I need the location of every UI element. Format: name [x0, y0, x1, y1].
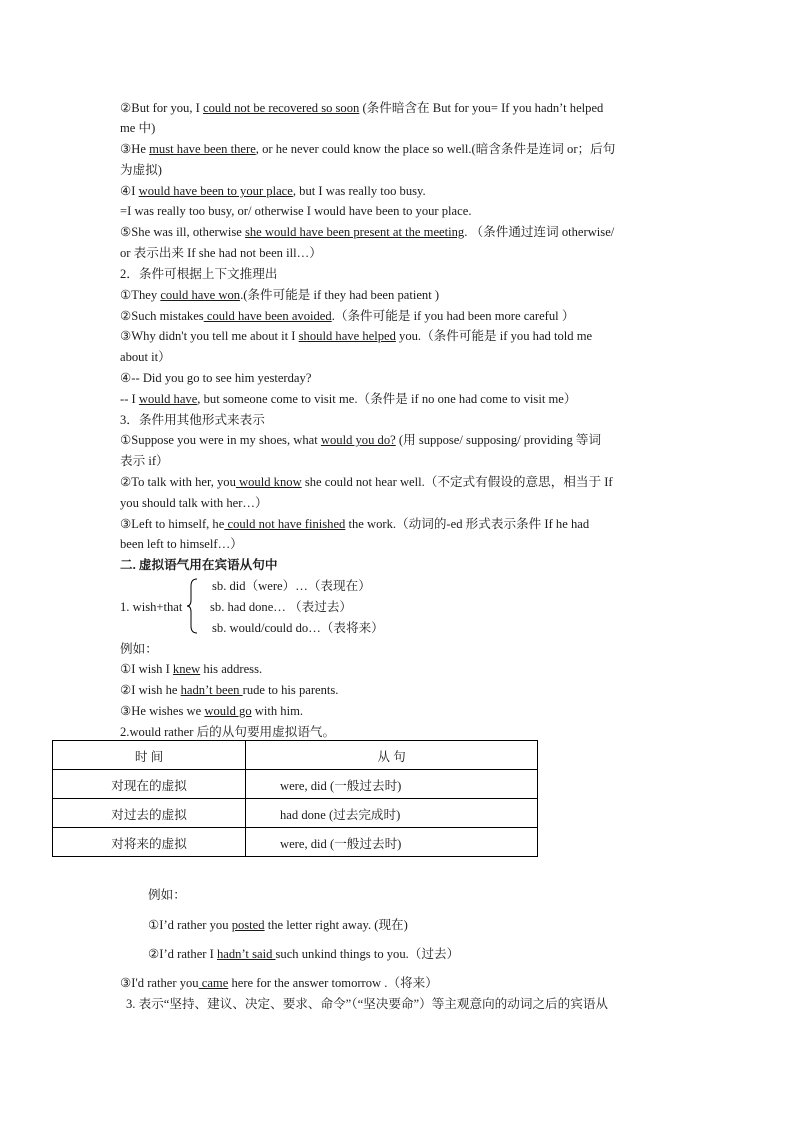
- text-line: [120, 98, 676, 118]
- text-run: 为虚拟): [120, 163, 162, 177]
- text-run: , or he never could know the place so well.(暗含条件是连词 or；后句: [255, 142, 616, 156]
- text-run: -- I: [120, 392, 139, 406]
- table-header-row: [53, 741, 538, 770]
- text-run: rude to his parents.: [242, 683, 339, 697]
- text-run: ②I wish he: [120, 683, 181, 697]
- text-run: 3．条件用其他形式来表示: [120, 413, 265, 427]
- text-run: or 表示出来 If she had not been ill…）: [120, 246, 322, 260]
- text-line: [120, 243, 676, 263]
- text-line: [120, 201, 676, 221]
- text-run: 2．条件可根据上下文推理出: [120, 267, 278, 281]
- underlined-phrase: would go: [204, 704, 252, 718]
- text-run: you should talk with her…）: [120, 496, 268, 510]
- text-run: you.（条件可能是 if you had told me: [395, 329, 593, 343]
- underlined-phrase: must have been there: [149, 142, 256, 156]
- underlined-phrase: would you do?: [320, 433, 396, 447]
- row-time: 对现在的虚拟: [53, 770, 246, 799]
- text-line: [120, 493, 676, 513]
- text-line: [120, 389, 676, 409]
- underlined-phrase: should have helped: [298, 329, 396, 343]
- text-line: [148, 885, 704, 905]
- text-run: , but I was really too busy.: [292, 184, 426, 198]
- text-run: the letter right away. (现在): [264, 918, 408, 932]
- text-run: 例如：: [120, 642, 158, 656]
- row-clause: were, did (一般过去时): [246, 828, 538, 857]
- text-line: [120, 139, 676, 159]
- text-run: 1. wish+that: [120, 600, 183, 614]
- text-line: [120, 368, 676, 388]
- text-line: [120, 973, 676, 993]
- text-run: the work.（动词的-ed 形式表示条件 If he had: [345, 517, 590, 531]
- text-line: [120, 306, 676, 326]
- text-run: here for the answer tomorrow .（将来）: [228, 976, 438, 990]
- underlined-phrase: knew: [172, 662, 201, 676]
- text-run: ④-- Did you go to see him yesterday?: [120, 371, 312, 385]
- text-run: ③Why didn't you tell me about it I: [120, 329, 299, 343]
- underlined-phrase: would have: [138, 392, 198, 406]
- text-run: sb. would/could do…（表将来）: [212, 621, 384, 635]
- text-run: .（条件可能是 if you had been more careful ）: [331, 309, 575, 323]
- text-line: [120, 701, 676, 721]
- text-run: been left to himself…）: [120, 537, 243, 551]
- text-line: [120, 430, 676, 450]
- underlined-phrase: could have won: [160, 288, 241, 302]
- text-run: ③I'd rather you: [120, 976, 199, 990]
- text-line: [120, 722, 676, 742]
- text-run: ①Suppose you were in my shoes, what: [120, 433, 321, 447]
- underlined-phrase: hadn’t said: [216, 947, 276, 961]
- text-line: [148, 944, 704, 964]
- text-line: [148, 915, 704, 935]
- text-run: 2.would rather 后的从句要用虚拟语气。: [120, 725, 336, 739]
- text-line: [120, 181, 676, 201]
- text-run: , but someone come to visit me.（条件是 if no one had come to visit me）: [197, 392, 577, 406]
- text-line: [120, 514, 676, 534]
- text-line: [120, 347, 676, 367]
- text-run: 表示 if）: [120, 454, 169, 468]
- table-row: [53, 828, 538, 857]
- text-line: [212, 618, 768, 638]
- text-line: [120, 472, 676, 492]
- text-line: [120, 639, 676, 659]
- text-line: [120, 222, 676, 242]
- underlined-phrase: posted: [231, 918, 265, 932]
- text-line: [126, 994, 682, 1014]
- text-run: 3. 表示“坚持、建议、决定、要求、命令”（“坚决要命”）等主观意向的动词之后的宾语从: [126, 997, 609, 1011]
- text-line: [120, 680, 676, 700]
- underlined-phrase: would know: [235, 475, 302, 489]
- text-line: [120, 264, 676, 284]
- would-rather-table: [52, 740, 538, 857]
- text-run: ⑤She was ill, otherwise: [120, 225, 245, 239]
- row-time: 对过去的虚拟: [53, 799, 246, 828]
- text-run: such unkind things to you.（过去）: [275, 947, 460, 961]
- text-run: ②To talk with her, you: [120, 475, 236, 489]
- brace-icon: [186, 578, 198, 634]
- text-run: ②I’d rather I: [148, 947, 217, 961]
- text-run: ③He: [120, 142, 150, 156]
- text-line: [120, 160, 676, 180]
- row-clause: had done (过去完成时): [246, 799, 538, 828]
- text-run: about it）: [120, 350, 171, 364]
- text-line: [210, 597, 766, 617]
- text-run: ①I’d rather you: [148, 918, 232, 932]
- text-line: [120, 285, 676, 305]
- text-run: with him.: [251, 704, 304, 718]
- underlined-phrase: could have been avoided: [203, 309, 332, 323]
- text-run: ③Left to himself, he: [120, 517, 225, 531]
- text-run: ②Such mistakes: [120, 309, 204, 323]
- row-clause: were, did (一般过去时): [246, 770, 538, 799]
- text-run: ②But for you, I: [120, 101, 203, 115]
- underlined-phrase: could not have finished: [224, 517, 346, 531]
- text-line: [120, 326, 676, 346]
- text-line: [120, 118, 676, 138]
- text-run: me 中): [120, 121, 156, 135]
- text-run: sb. did（were）…（表现在）: [212, 579, 371, 593]
- text-run: =I was really too busy, or/ otherwise I would have been to your place.: [120, 204, 472, 218]
- text-line: [120, 410, 676, 430]
- text-run: . （条件通过连词 otherwise/: [464, 225, 615, 239]
- header-time: 时 间: [53, 741, 246, 770]
- text-run: (条件暗含在 But for you= If you hadn’t helped: [359, 101, 604, 115]
- text-run: ③He wishes we: [120, 704, 205, 718]
- underlined-phrase: could not be recovered so soon: [203, 101, 360, 115]
- text-line: [120, 451, 676, 471]
- text-run: his address.: [200, 662, 263, 676]
- header-clause: 从 句: [246, 741, 538, 770]
- text-run: 二. 虚拟语气用在宾语从句中: [120, 558, 278, 572]
- underlined-phrase: hadn’t been: [180, 683, 243, 697]
- table-row: [53, 799, 538, 828]
- underlined-phrase: came: [198, 976, 229, 990]
- text-run: she could not hear well.（不定式有假设的意思，相当于 If: [301, 475, 613, 489]
- text-run: (用 suppose/ supposing/ providing 等词: [395, 433, 602, 447]
- table-row: [53, 770, 538, 799]
- text-run: ④I: [120, 184, 139, 198]
- text-line: [212, 576, 768, 596]
- text-run: .(条件可能是 if they had been patient ): [240, 288, 440, 302]
- text-line: [120, 659, 676, 679]
- text-run: sb. had done… （表过去）: [210, 600, 353, 614]
- text-run: ①They: [120, 288, 161, 302]
- underlined-phrase: would have been to your place: [138, 184, 293, 198]
- text-run: 例如：: [148, 888, 186, 902]
- text-line: [120, 534, 676, 554]
- underlined-phrase: she would have been present at the meeting: [244, 225, 465, 239]
- row-time: 对将来的虚拟: [53, 828, 246, 857]
- text-run: ①I wish I: [120, 662, 173, 676]
- text-line: [120, 555, 676, 575]
